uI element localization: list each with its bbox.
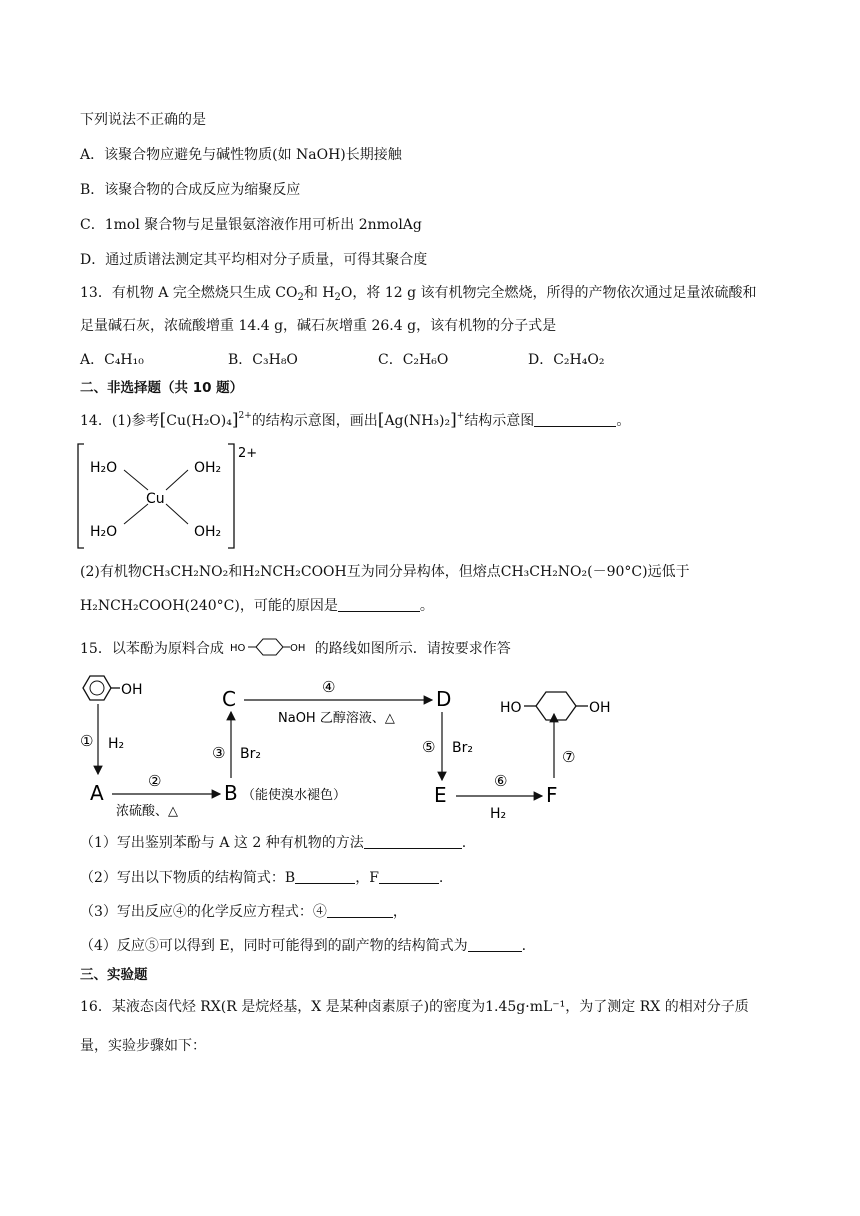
step-7: ⑦ <box>562 748 576 766</box>
compound-f: F <box>546 783 558 807</box>
answer-blank <box>364 834 462 849</box>
compound-b: B <box>224 781 238 805</box>
q14-part2-line2: H₂NCH₂COOH(240°C)，可能的原因是 。 <box>80 598 434 614</box>
section-heading-3: 三、实验题 <box>80 967 148 983</box>
cyclohexane-ring-icon <box>536 692 576 720</box>
cu-complex-structure-diagram <box>76 440 266 552</box>
reagent-h2-2: H₂ <box>490 806 507 822</box>
step-6: ⑥ <box>494 772 508 790</box>
q16-line2: 量，实验步骤如下： <box>80 1038 206 1054</box>
note-compound-b: （能使溴水褪色） <box>242 788 347 803</box>
answer-blank <box>468 937 522 952</box>
formula-glycine: H₂NCH₂COOH <box>242 564 347 580</box>
q15-sub2: （2）写出以下物质的结构简式：B ，F . <box>80 870 444 886</box>
q16-line1: 16．某液态卤代烃 RX(R 是烷烃基，X 是某种卤素原子)的密度为1.45g·mL⁻¹，为了测定 RX 的相对分子质 <box>80 999 749 1015</box>
compound-a: A <box>90 781 104 805</box>
formula-glycine-2: H₂NCH₂COOH <box>80 598 185 614</box>
compound-e: E <box>434 783 447 807</box>
q15-sub4: （4）反应⑤可以得到 E，同时可能得到的副产物的结构简式为 . <box>80 938 527 954</box>
answer-blank <box>327 903 393 918</box>
option-a: A．该聚合物应避免与碱性物质(如 NaOH)长期接触 <box>80 147 402 163</box>
ligand-top-right: OH₂ <box>194 460 222 476</box>
q14-part1: 14．(1)参考$[Cu(H_2O)_4]^{2+}$的结构示意图，画出[Ag(NH₃)₂]+结构示意图 。 <box>80 410 631 430</box>
q13-line1: 13．有机物 A 完全燃烧只生成 $CO_2$和 $H_2O$，将 12 g 该有机物完全燃烧，所得的产物依次通过足量浓硫酸和 <box>80 285 757 303</box>
formula-nitroethane-2: CH₃CH₂NO₂ <box>500 564 588 580</box>
ligand-bottom-right: OH₂ <box>194 524 222 540</box>
q14-part2-line1: (2)有机物CH₃CH₂NO₂和H₂NCH₂COOH互为同分异构体，但熔点CH₃CH₂NO₂(－90°C)远低于 <box>80 564 690 580</box>
target-ho: HO <box>500 700 522 716</box>
question-stem: 下列说法不正确的是 <box>80 112 206 128</box>
reagent-br2-2: Br₂ <box>452 740 473 756</box>
ligand-bottom-left: H₂O <box>90 524 118 540</box>
step-4: ④ <box>322 678 336 696</box>
phenol-oh: OH <box>121 682 143 698</box>
option-c: C．1mol 聚合物与足量银氨溶液作用可析出 2nmolAg <box>80 217 422 233</box>
synthesis-route-diagram <box>76 670 636 830</box>
q13-option-a: A．C₄H₁₀ <box>80 352 144 368</box>
q13-option-c: C．C₂H₆O <box>378 352 449 368</box>
q13-line2: 足量碱石灰，浓硫酸增重 14.4 g，碱石灰增重 26.4 g，该有机物的分子式是 <box>80 318 557 334</box>
q13-option-d: D．C₂H₄O₂ <box>528 352 605 368</box>
benzene-ring-icon <box>83 676 111 700</box>
svg-text:OH: OH <box>290 643 306 654</box>
step-2: ② <box>148 772 162 790</box>
reagent-h2-1: H₂ <box>108 736 125 752</box>
q13-option-b: B．C₃H₈O <box>228 352 298 368</box>
ligand-top-left: H₂O <box>90 460 118 476</box>
q15-intro: 15．以苯酚为原料合成 HO OH 的路线如图所示．请按要求作答 <box>80 636 511 659</box>
answer-blank <box>338 597 420 612</box>
cyclohexanediol-icon <box>228 636 310 658</box>
central-atom: Cu <box>146 491 165 507</box>
answer-blank <box>295 869 355 884</box>
step-5: ⑤ <box>422 738 436 756</box>
svg-text:HO: HO <box>230 643 246 654</box>
formula-cu-complex: Cu(H₂O)₄ <box>166 413 232 429</box>
answer-blank <box>379 869 439 884</box>
condition-step-2: 浓硫酸、△ <box>116 804 178 819</box>
option-b: B．该聚合物的合成反应为缩聚反应 <box>80 182 301 198</box>
density-value: 1.45g·mL⁻¹ <box>485 999 566 1015</box>
compound-d: D <box>436 687 452 711</box>
option-d: D．通过质谱法测定其平均相对分子质量，可得其聚合度 <box>80 252 428 268</box>
formula-ag-complex: Ag(NH₃)₂ <box>384 413 451 429</box>
formula-nitroethane: CH₃CH₂NO₂ <box>141 564 229 580</box>
answer-blank <box>534 412 616 427</box>
step-3: ③ <box>212 744 226 762</box>
compound-c: C <box>222 687 236 711</box>
section-heading-2: 二、非选择题（共 10 题） <box>80 380 244 396</box>
target-oh: OH <box>589 700 611 716</box>
q15-sub1: （1）写出鉴别苯酚与 A 这 2 种有机物的方法 . <box>80 835 467 851</box>
step-1: ① <box>80 732 94 750</box>
reagent-br2-1: Br₂ <box>240 746 261 762</box>
condition-step-4: NaOH 乙醇溶液、△ <box>278 711 395 726</box>
q15-sub3: （3）写出反应④的化学反应方程式：④ ， <box>80 904 407 920</box>
complex-charge: 2+ <box>238 446 258 461</box>
